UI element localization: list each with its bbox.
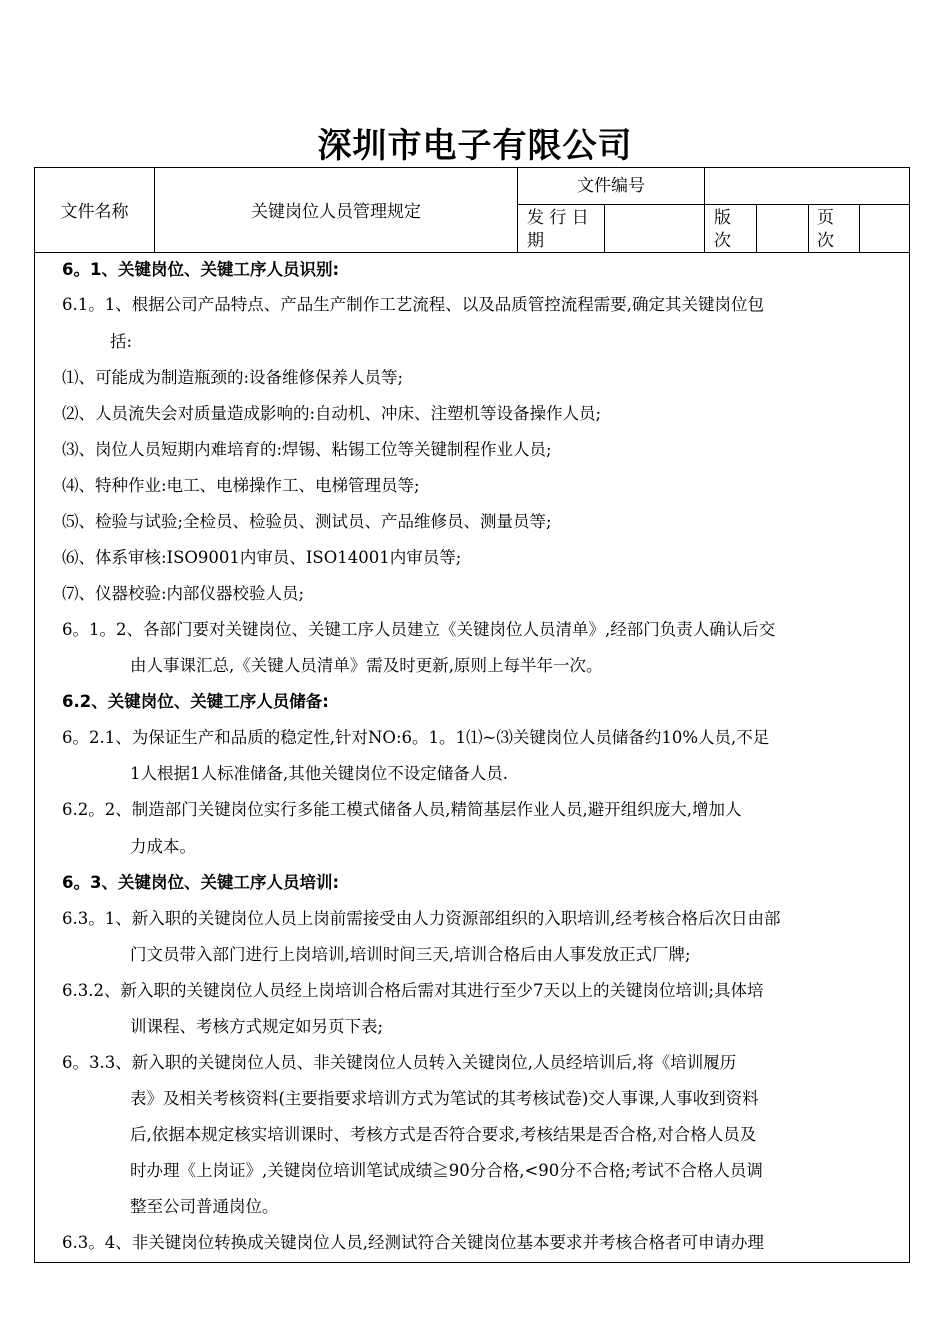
issue-date-label-2: 期 bbox=[527, 231, 544, 251]
list-item: ⑵、人员流失会对质量造成影响的:自动机、冲床、注塑机等设备操作人员; bbox=[62, 404, 602, 423]
section-heading-6-3: 6。3、关键岗位、关键工序人员培训: bbox=[62, 873, 340, 892]
list-item: ⑷、特种作业:电工、电梯操作工、电梯管理员等; bbox=[62, 476, 420, 495]
list-item: ⑸、检验与试验;全检员、检验员、测试员、产品维修员、测量员等; bbox=[62, 512, 552, 531]
paragraph-line: 整至公司普通岗位。 bbox=[130, 1197, 279, 1216]
company-title: 深圳市电子有限公司 bbox=[317, 126, 633, 166]
list-item: ⑺、仪器校验:内部仪器校验人员; bbox=[62, 584, 305, 603]
paragraph-line: 6.2。2、制造部门关键岗位实行多能工模式储备人员,精简基层作业人员,避开组织庞大,增加人 bbox=[62, 800, 742, 819]
paragraph-line: 6。3.3、新入职的关键岗位人员、非关键岗位人员转入关键岗位,人员经培训后,将《培训履历 bbox=[62, 1053, 737, 1072]
paragraph-line: 训课程、考核方式规定如另页下表; bbox=[130, 1017, 384, 1036]
paragraph-line: 6。1。2、各部门要对关键岗位、关键工序人员建立《关键岗位人员清单》,经部门负责人确认后交 bbox=[62, 620, 776, 639]
paragraph-line: 门文员带入部门进行上岗培训,培训时间三天,培训合格后由人事发放正式厂牌; bbox=[130, 945, 691, 964]
paragraph-line: 括: bbox=[110, 332, 133, 351]
paragraph-line: 1人根据1人标准储备,其他关键岗位不设定储备人员. bbox=[130, 764, 508, 783]
section-heading-6-2: 6.2、关键岗位、关键工序人员储备: bbox=[62, 692, 329, 711]
section-heading-6-1: 6。1、关键岗位、关键工序人员识别: bbox=[62, 260, 340, 279]
paragraph-line: 6.3.2、新入职的关键岗位人员经上岗培训合格后需对其进行至少7天以上的关键岗位培训;具体培 bbox=[62, 981, 764, 1000]
issue-date-label-1: 发 行 日 bbox=[527, 208, 589, 228]
header-col-rule-5 bbox=[756, 204, 757, 252]
version-label-1: 版 bbox=[714, 208, 731, 228]
paragraph-line: 表》及相关考核资料(主要指要求培训方式为笔试的其考核试卷)交人事课,人事收到资料 bbox=[130, 1089, 759, 1108]
list-item: ⑶、岗位人员短期内难培育的:焊锡、粘锡工位等关键制程作业人员; bbox=[62, 440, 552, 459]
header-col-rule-4 bbox=[604, 204, 605, 252]
paragraph-line: 6.3。4、非关键岗位转换成关键岗位人员,经测试符合关键岗位基本要求并考核合格者可申请办理 bbox=[62, 1233, 764, 1252]
paragraph-line: 6.3。1、新入职的关键岗位人员上岗前需接受由人力资源部组织的入职培训,经考核合格后次日由部 bbox=[62, 909, 781, 928]
paragraph-line: 由人事课汇总,《关键人员清单》需及时更新,原则上每半年一次。 bbox=[130, 656, 603, 675]
version-label-2: 次 bbox=[714, 231, 731, 251]
page-label-1: 页 bbox=[817, 208, 834, 228]
doc-name-value: 关键岗位人员管理规定 bbox=[251, 202, 421, 222]
page-label-2: 次 bbox=[817, 231, 834, 251]
list-item: ⑴、可能成为制造瓶颈的:设备维修保养人员等; bbox=[62, 368, 404, 387]
doc-number-label: 文件编号 bbox=[577, 176, 645, 196]
header-col-rule-7 bbox=[859, 204, 860, 252]
paragraph-line: 后,依据本规定核实培训课时、考核方式是否符合要求,考核结果是否合格,对合格人员及 bbox=[130, 1125, 757, 1144]
header-col-rule-6 bbox=[808, 204, 809, 252]
doc-name-label: 文件名称 bbox=[60, 202, 129, 222]
list-item: ⑹、体系审核:ISO9001内审员、ISO14001内审员等; bbox=[62, 548, 462, 567]
paragraph-line: 6。2.1、为保证生产和品质的稳定性,针对NO:6。1。1⑴~⑶关键岗位人员储备约10%人员,不足 bbox=[62, 728, 770, 747]
header-col-rule-3 bbox=[704, 168, 705, 252]
header-bottom-rule bbox=[35, 252, 909, 253]
paragraph-line: 时办理《上岗证》,关键岗位培训笔试成绩≧90分合格,<90分不合格;考试不合格人员调 bbox=[130, 1161, 763, 1180]
paragraph-line: 力成本。 bbox=[130, 837, 196, 856]
paragraph-line: 6.1。1、根据公司产品特点、产品生产制作工艺流程、以及品质管控流程需要,确定其关键岗位包 bbox=[62, 295, 764, 314]
